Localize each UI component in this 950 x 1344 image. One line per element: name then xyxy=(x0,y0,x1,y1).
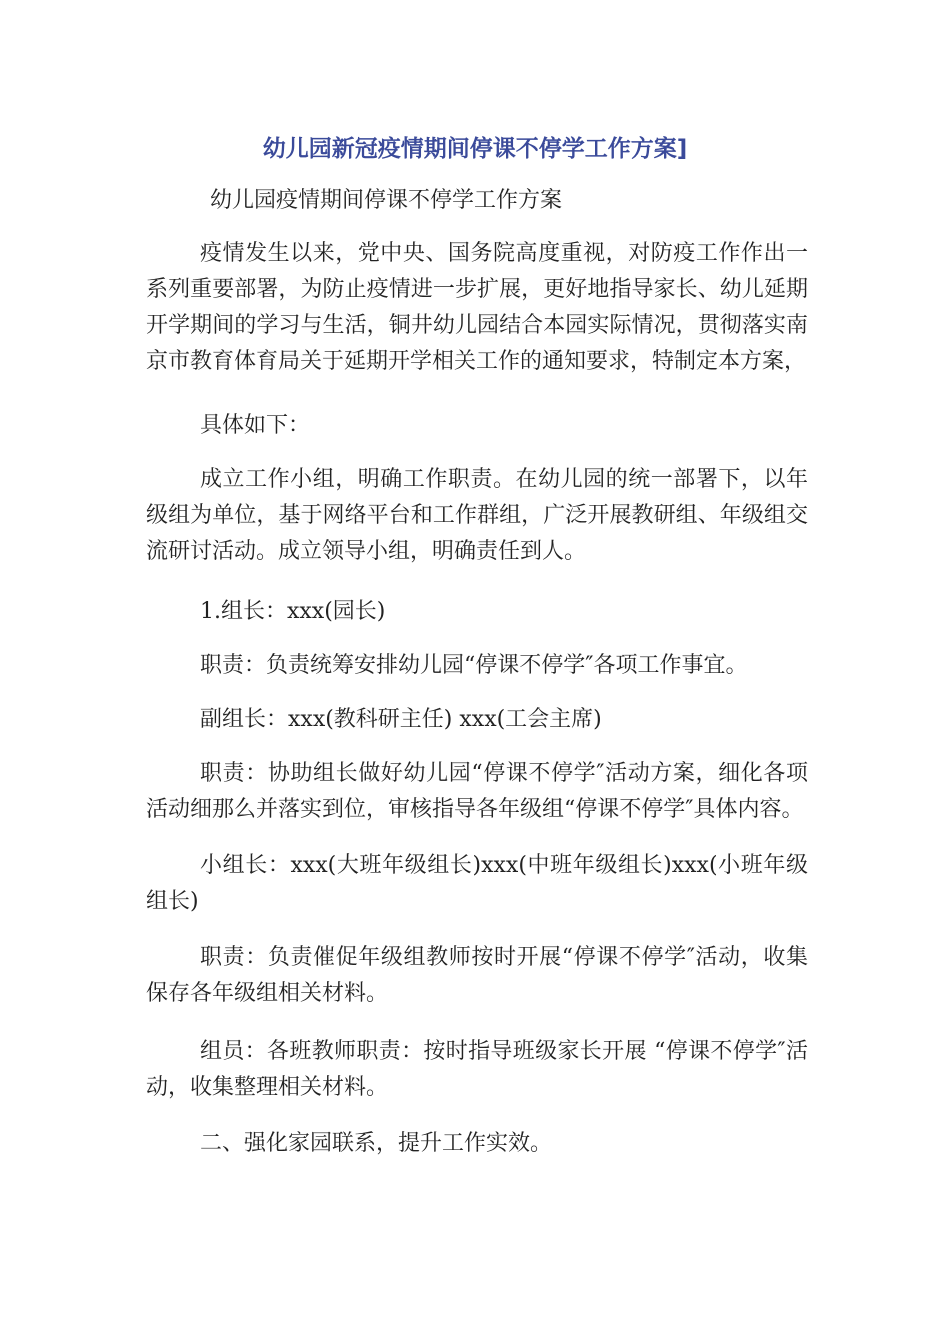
paragraph-intro: 疫情发生以来，党中央、国务院高度重视，对防疫工作作出一系列重要部署，为防止疫情进一步扩展，更好地指导家长、幼儿延期开学期间的学习与生活，铜井幼儿园结合本园实际情况，贯彻落实南京市教育体育局关于延期开学相关工作的通知要求，特制定本方案， xyxy=(146,241,808,374)
paragraph-members: 组员：各班教师职责：按时指导班级家长开展 “停课不停学″活动，收集整理相关材料。 xyxy=(146,1039,808,1100)
paragraph-team-leader-duty: 职责：负责催促年级组教师按时开展“停课不停学″活动，收集保存各年级组相关材料。 xyxy=(146,945,808,1006)
section-heading-two: 二、强化家园联系，提升工作实效。 xyxy=(200,1131,553,1156)
paragraph-deputy-leader: 副组长：xxx(教科研主任) xxx(工会主席) xyxy=(200,707,602,732)
document-subtitle: 幼儿园疫情期间停课不停学工作方案 xyxy=(210,188,563,213)
paragraph-group-leader: 1.组长：xxx(园长) xyxy=(200,599,386,624)
paragraph-deputy-duty: 职责：协助组长做好幼儿园“停课不停学″活动方案，细化各项活动细那么并落实到位，审核指导各年级组“停课不停学″具体内容。 xyxy=(146,761,808,822)
document-title: 幼儿园新冠疫情期间停课不停学工作方案] xyxy=(262,136,688,162)
paragraph-leader-duty: 职责：负责统筹安排幼儿园“停课不停学″各项工作事宜。 xyxy=(200,653,748,678)
paragraph-details-heading: 具体如下： xyxy=(200,413,311,438)
paragraph-team-leaders: 小组长：xxx(大班年级组长)xxx(中班年级组长)xxx(小班年级组长) xyxy=(146,853,808,914)
paragraph-working-group: 成立工作小组，明确工作职责。在幼儿园的统一部署下，以年级组为单位，基于网络平台和工作群组，广泛开展教研组、年级组交流研讨活动。成立领导小组，明确责任到人。 xyxy=(146,467,808,564)
